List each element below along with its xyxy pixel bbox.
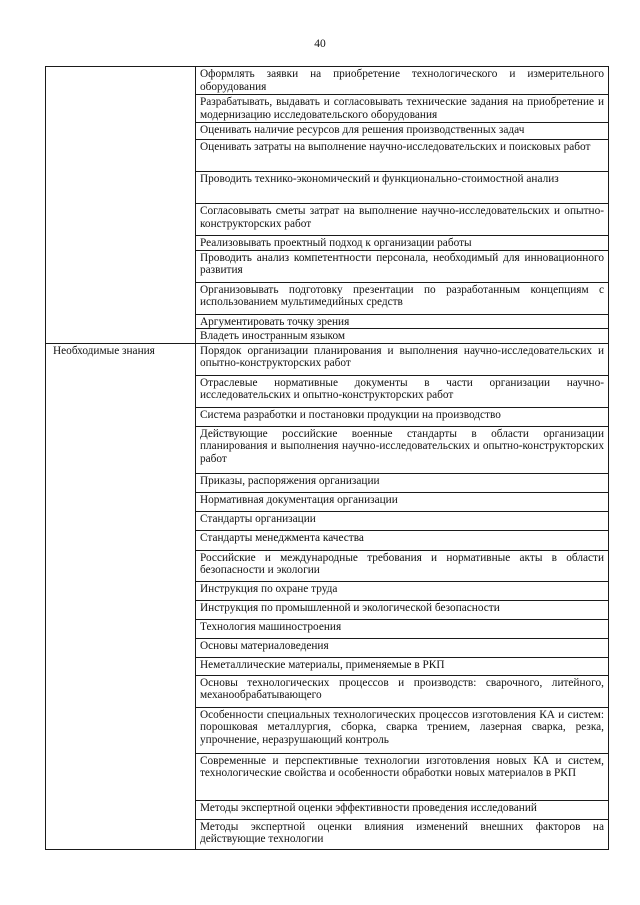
item-text: Стандарты организации: [200, 512, 316, 525]
item-text: Неметаллические материалы, применяемые в РКП: [200, 658, 445, 671]
item-text: Отраслевые нормативные документы в части организации научно-исследовательских и опытно-конструкторских работ: [200, 376, 604, 402]
item-cell: [196, 95, 609, 123]
table-body: [46, 67, 609, 850]
item-cell: [196, 172, 609, 204]
item-cell: [196, 511, 609, 530]
item-text: Инструкция по промышленной и экологической безопасности: [200, 601, 500, 614]
item-text: Действующие российские военные стандарты в области организации планирования и выполнения научно-исследовательских и опытно-конструкторских работ: [200, 427, 604, 465]
item-cell: [196, 550, 609, 581]
item-cell: [196, 753, 609, 800]
item-cell: [196, 204, 609, 236]
item-text: Методы экспертной оценки эффективности проведения исследований: [200, 801, 537, 814]
item-cell: [196, 250, 609, 282]
item-text: Реализовывать проектный подход к организации работы: [200, 237, 472, 249]
item-text: Проводить анализ компетентности персонала, необходимый для инновационного развития: [200, 251, 604, 277]
item-text: Приказы, распоряжения организации: [200, 474, 380, 487]
table-row: [46, 343, 609, 375]
item-text: Оформлять заявки на приобретение технологического и измерительного оборудования: [200, 68, 604, 93]
section-label: Необходимые знания: [53, 344, 155, 357]
item-text: Аргументировать точку зрения: [200, 315, 350, 328]
page-number: 40: [314, 38, 326, 50]
item-text: Проводить технико-экономический и функционально-стоимостной анализ: [200, 173, 559, 185]
item-text: Стандарты менеджмента качества: [200, 531, 364, 544]
item-cell: [196, 407, 609, 426]
item-cell: [196, 492, 609, 511]
item-cell: [196, 707, 609, 753]
item-text: Основы технологических процессов и производств: сварочного, литейного, механообрабатывающего: [200, 676, 604, 702]
item-cell: [196, 282, 609, 314]
table-row: [46, 67, 609, 95]
item-cell: [196, 329, 609, 344]
item-cell: [196, 426, 609, 473]
item-text: Согласовывать сметы затрат на выполнение научно-исследовательских и опытно-конструкторских работ: [200, 205, 604, 230]
item-text: Современные и перспективные технологии изготовления новых КА и систем, технологические свойства и особенности обработки новых материалов в РКП: [200, 754, 604, 780]
item-cell: [196, 343, 609, 375]
item-cell: [196, 657, 609, 675]
item-text: Система разработки и постановки продукции на производство: [200, 408, 501, 421]
item-cell: [196, 67, 609, 95]
item-text: Нормативная документация организации: [200, 493, 398, 506]
item-cell: [196, 140, 609, 172]
item-text: Инструкция по охране труда: [200, 582, 338, 595]
item-cell: [196, 314, 609, 329]
item-text: Оценивать затраты на выполнение научно-исследовательских и поисковых работ: [200, 141, 591, 153]
item-text: Особенности специальных технологических процессов изготовления КА и систем: порошковая металлургия, сборка, сварка трением, лазерная сварка, резка, упрочнение, неразрушающий контроль: [200, 708, 604, 746]
item-cell: [196, 675, 609, 707]
item-cell: [196, 581, 609, 600]
item-cell: [196, 638, 609, 657]
item-text: Основы материаловедения: [200, 639, 329, 652]
item-cell: [196, 123, 609, 140]
item-cell: [196, 619, 609, 638]
item-text: Оценивать наличие ресурсов для решения производственных задач: [200, 124, 525, 136]
item-cell: [196, 800, 609, 819]
item-text: Порядок организации планирования и выполнения научно-исследовательских и опытно-конструкторских работ: [200, 344, 604, 370]
item-text: Технология машиностроения: [200, 620, 342, 633]
item-text: Владеть иностранным языком: [200, 330, 346, 343]
requirements-table: [45, 66, 609, 850]
item-text: Российские и международные требования и нормативные акты в области безопасности и экологии: [200, 551, 604, 577]
item-cell: [196, 819, 609, 849]
item-cell: [196, 375, 609, 407]
item-text: Разрабатывать, выдавать и согласовывать технические задания на приобретение и модернизацию исследовательского оборудования: [200, 96, 604, 121]
item-cell: [196, 530, 609, 550]
item-text: Методы экспертной оценки влияния изменений внешних факторов на действующие технологии: [200, 820, 604, 846]
section-label-cell: [46, 67, 196, 344]
item-text: Организовывать подготовку презентации по разработанным концепциям с использованием мультимедийных средств: [200, 283, 604, 309]
item-cell: [196, 473, 609, 492]
item-cell: [196, 600, 609, 619]
item-cell: [196, 236, 609, 251]
section-label-cell: [46, 343, 196, 849]
